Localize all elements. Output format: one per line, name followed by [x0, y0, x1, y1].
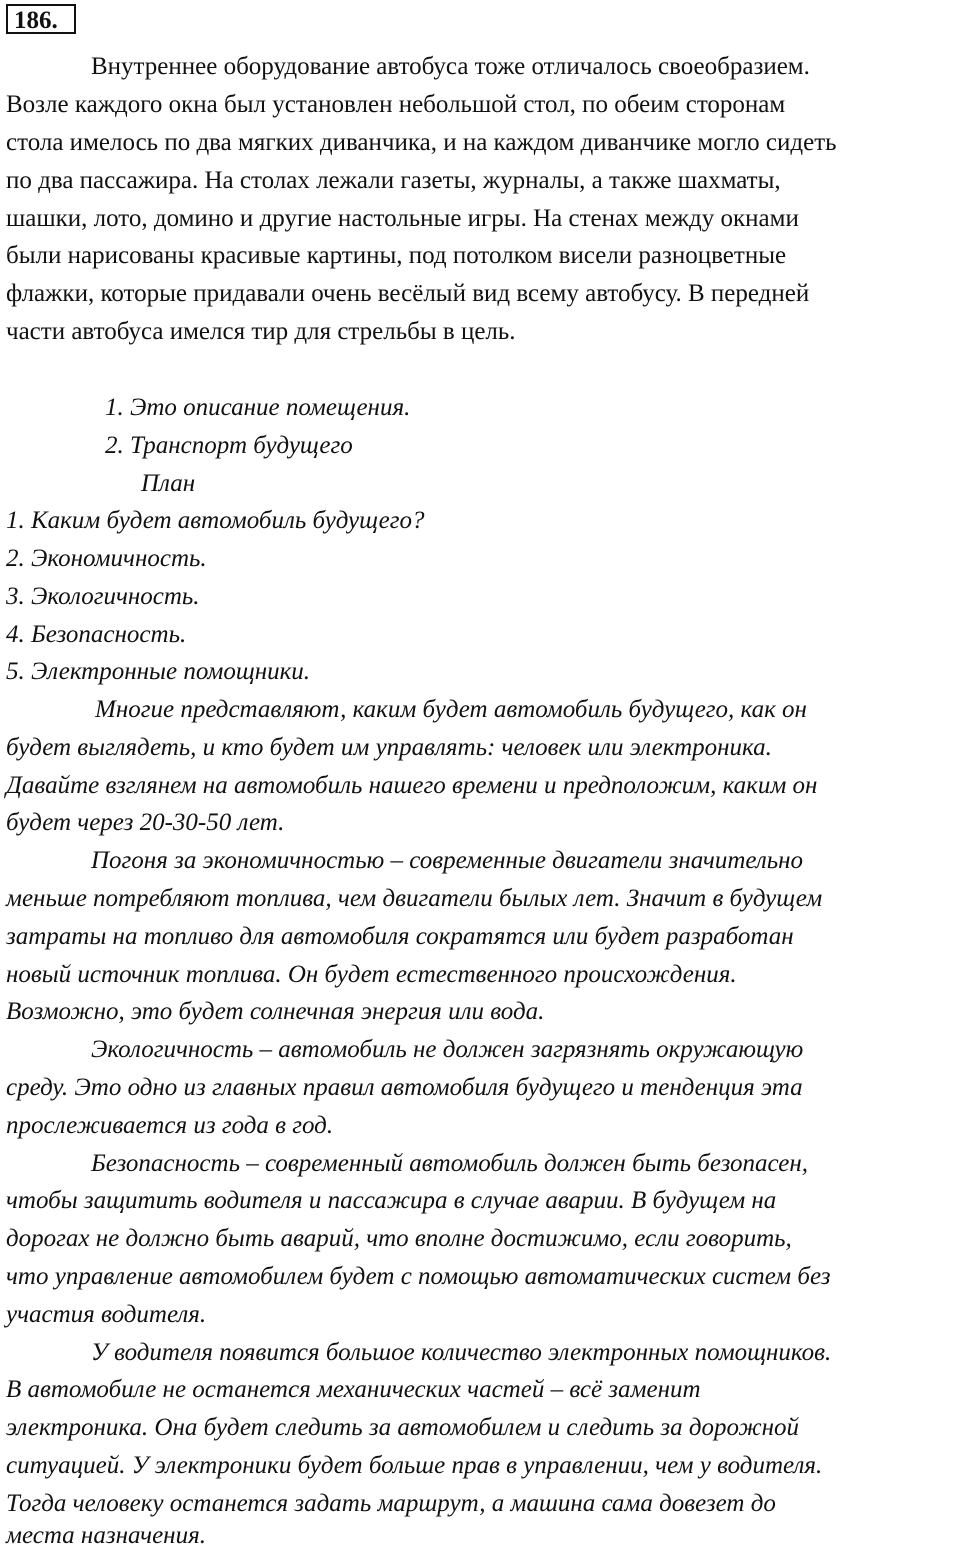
- essay-line: прослеживается из года в год.: [6, 1112, 334, 1139]
- essay-line: участия водителя.: [6, 1301, 207, 1328]
- essay-line: затраты на топливо для автомобиля сократятся или будет разработан: [6, 923, 794, 950]
- plan-item: 5. Электронные помощники.: [6, 658, 311, 685]
- essay-line: Многие представляют, каким будет автомобиль будущего, как он: [95, 696, 807, 723]
- essay-line: Безопасность – современный автомобиль должен быть безопасен,: [91, 1150, 809, 1177]
- essay-line: электроника. Она будет следить за автомобилем и следить за дорожной: [6, 1414, 800, 1441]
- answer-line: 2. Транспорт будущего: [105, 432, 353, 459]
- essay-line: будет через 20-30-50 лет.: [6, 809, 285, 836]
- essay-line: В автомобиле не останется механических частей – всё заменит: [6, 1376, 701, 1403]
- essay-line: Тогда человеку останется задать маршрут, а машина сама довезет до: [6, 1490, 776, 1517]
- text-line: флажки, которые придавали очень весёлый вид всему автобусу. В передней: [6, 280, 810, 307]
- essay-line: среду. Это одно из главных правил автомобиля будущего и тенденция эта: [6, 1074, 803, 1101]
- text-line: стола имелось по два мягких диванчика, и на каждом диванчике могло сидеть: [6, 129, 837, 156]
- essay-line: Погоня за экономичностью – современные двигатели значительно: [91, 847, 804, 874]
- essay-line: будет выглядеть, и кто будет им управлять: человек или электроника.: [6, 734, 772, 761]
- plan-title: План: [141, 470, 196, 497]
- plan-item: 3. Экологичность.: [6, 583, 200, 610]
- text-line: шашки, лото, домино и другие настольные игры. На стенах между окнами: [6, 205, 799, 232]
- text-line: Возле каждого окна был установлен небольшой стол, по обеим сторонам: [6, 91, 786, 118]
- text-line: Внутреннее оборудование автобуса тоже отличалось своеобразием.: [91, 53, 810, 80]
- essay-line: что управление автомобилем будет с помощью автоматических систем без: [6, 1263, 831, 1290]
- text-line: по два пассажира. На столах лежали газеты, журналы, а также шахматы,: [6, 167, 781, 194]
- answer-line: 1. Это описание помещения.: [105, 394, 411, 421]
- essay-line: новый источник топлива. Он будет естественного происхождения.: [6, 961, 737, 988]
- plan-item: 2. Экономичность.: [6, 545, 207, 572]
- essay-line: ситуацией. У электроники будет больше прав в управлении, чем у водителя.: [6, 1452, 823, 1479]
- essay-line: меньше потребляют топлива, чем двигатели былых лет. Значит в будущем: [6, 885, 823, 912]
- essay-line: Давайте взглянем на автомобиль нашего времени и предположим, каким он: [6, 772, 818, 799]
- essay-line: места назначения.: [6, 1522, 206, 1549]
- essay-line: чтобы защитить водителя и пассажира в случае аварии. В будущем на: [6, 1187, 777, 1214]
- text-line: части автобуса имелся тир для стрельбы в цель.: [6, 318, 516, 345]
- text-line: были нарисованы красивые картины, под потолком висели разноцветные: [6, 242, 787, 269]
- essay-line: дорогах не должно быть аварий, что вполне достижимо, если говорить,: [6, 1225, 792, 1252]
- essay-line: Экологичность – автомобиль не должен загрязнять окружающую: [91, 1036, 804, 1063]
- exercise-number: 186.: [6, 4, 76, 34]
- essay-line: Возможно, это будет солнечная энергия или вода.: [6, 998, 545, 1025]
- essay-line: У водителя появится большое количество электронных помощников.: [91, 1339, 832, 1366]
- plan-item: 4. Безопасность.: [6, 621, 187, 648]
- plan-item: 1. Каким будет автомобиль будущего?: [6, 507, 425, 534]
